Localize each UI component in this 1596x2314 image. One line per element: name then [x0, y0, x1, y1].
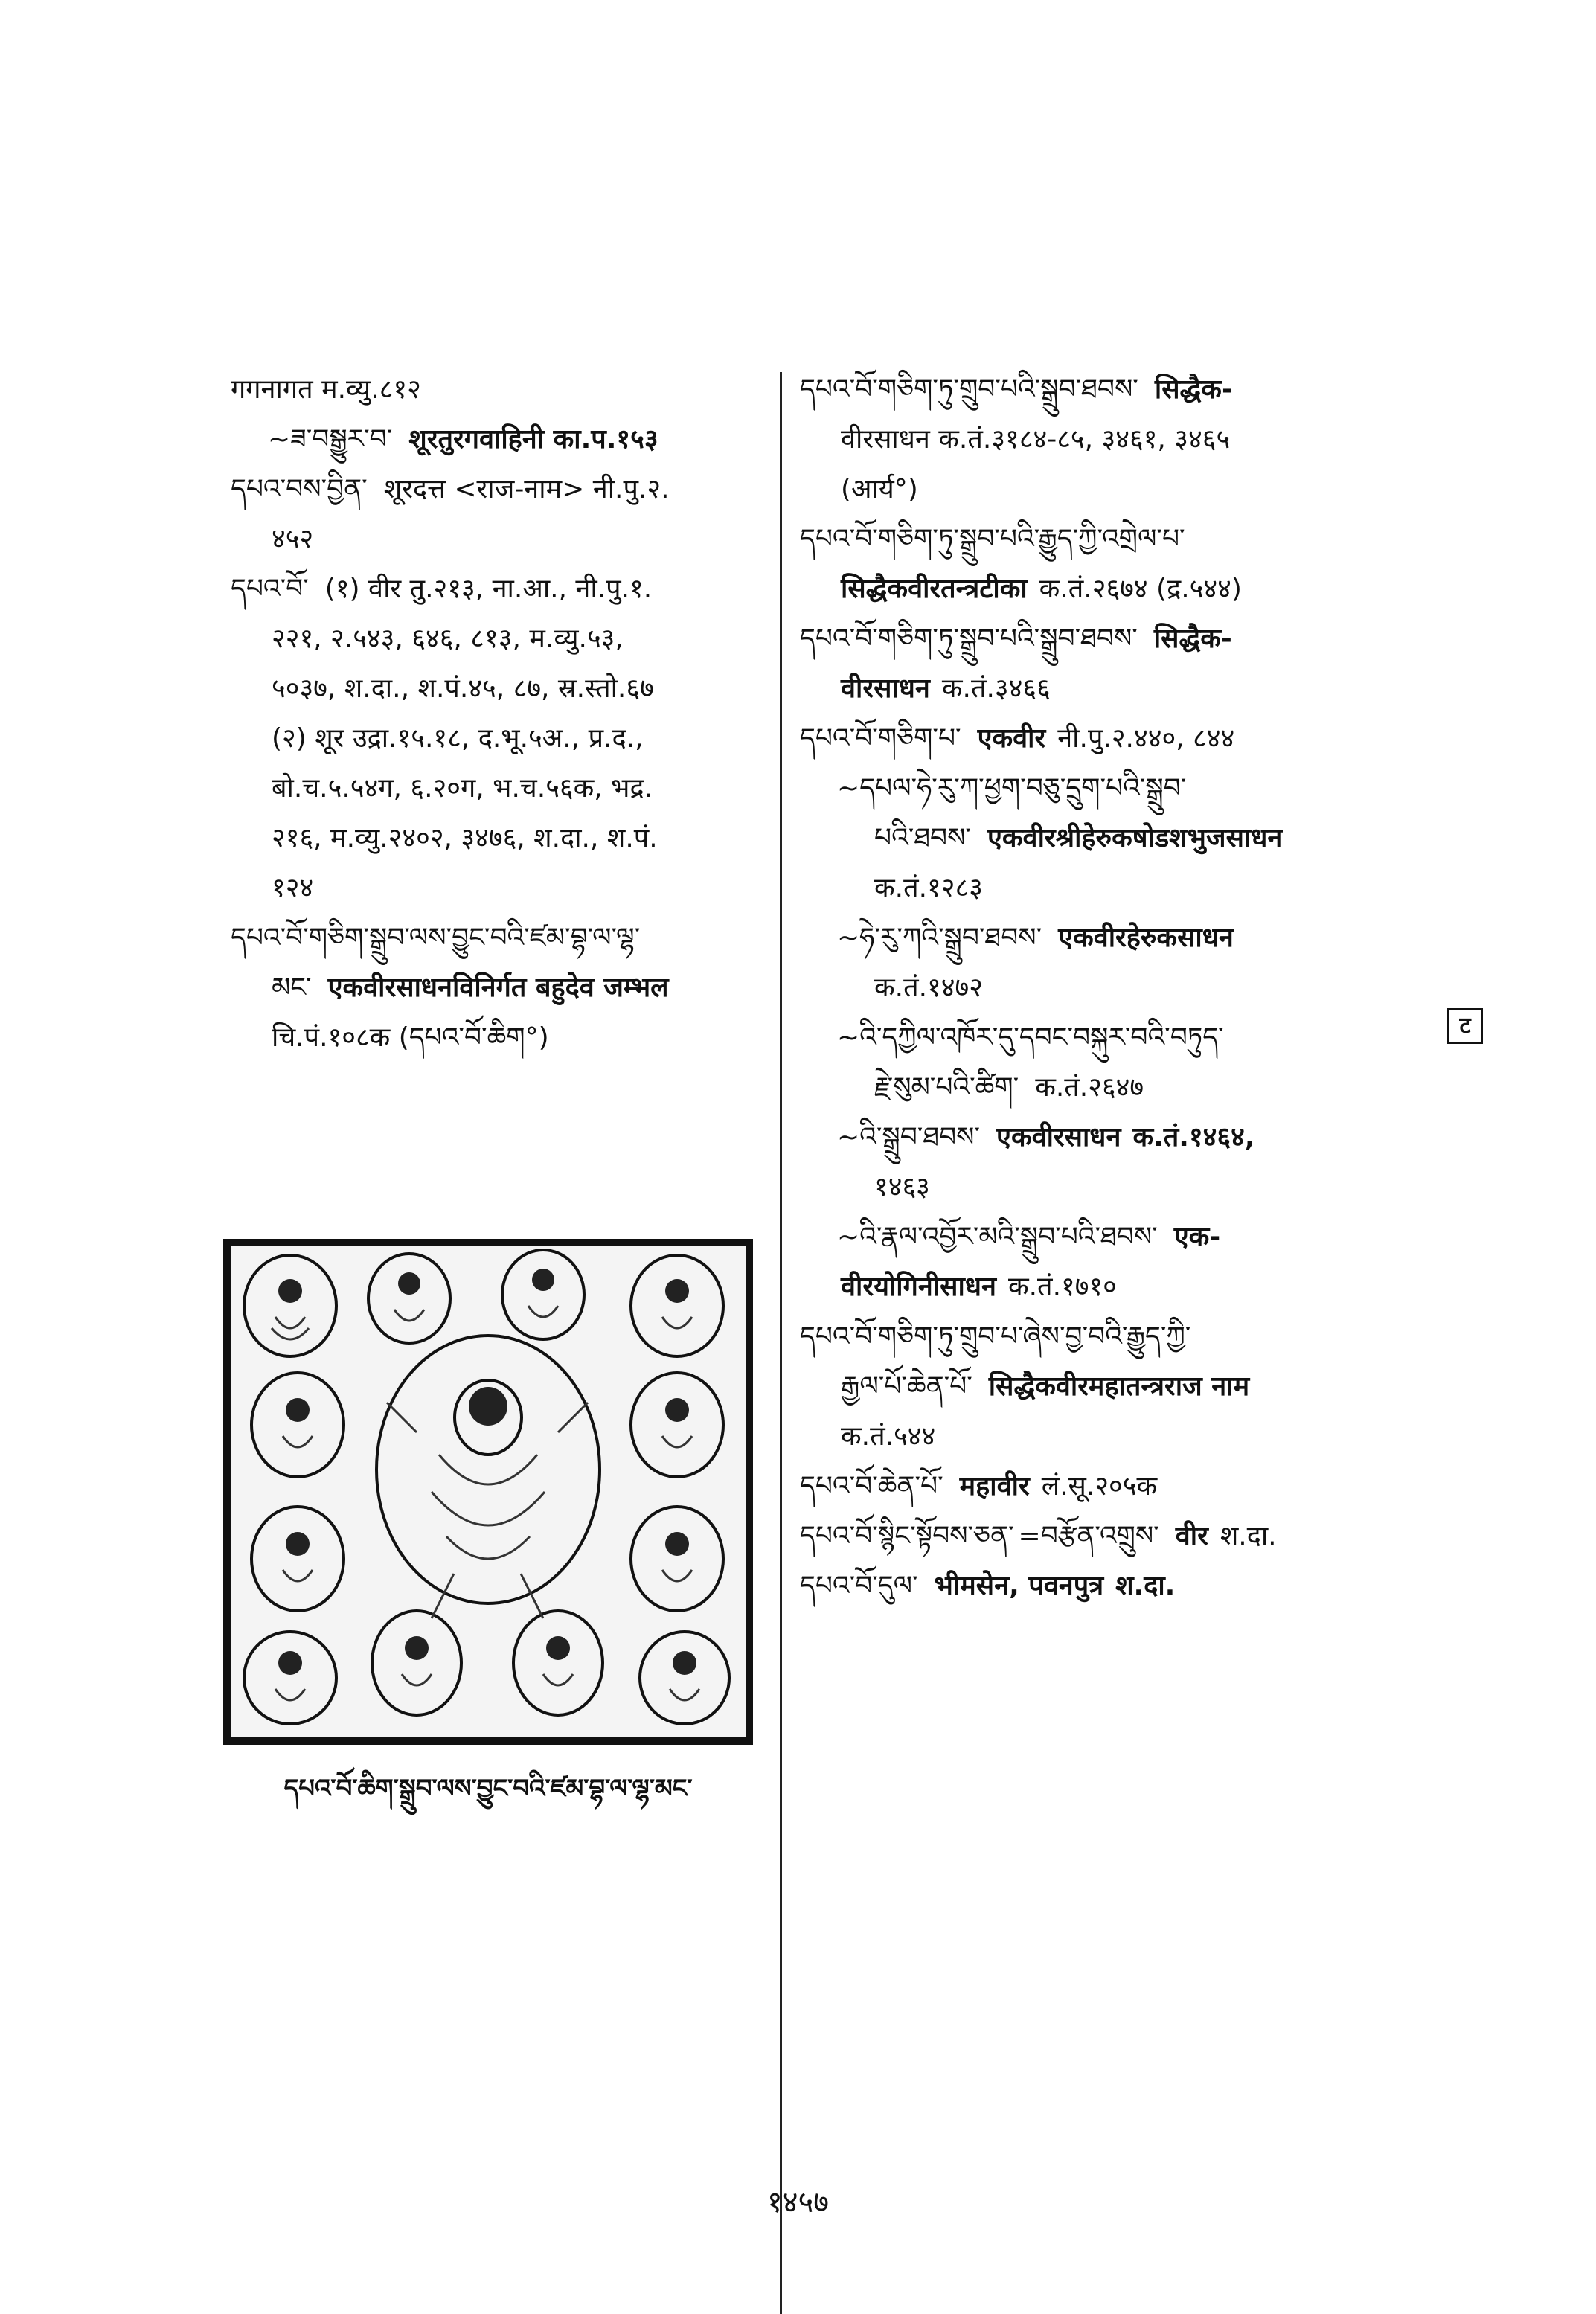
tibetan-headword: ~དཔལ་ཧེ་རུ་ཀ་ཕྱག་བཅུ་དྲུག་པའི་སྒྲུབ་ [837, 773, 1187, 804]
reference-text: क.तं.२६७४ (द्र.५४४) [1039, 574, 1242, 604]
reference-text: क.तं.२६४७ [1035, 1072, 1144, 1103]
entry-continuation [800, 1411, 1395, 1461]
entry-bhimasena [800, 1561, 1395, 1611]
sanskrit-gloss: शूरतुरगवाहिनी का.प.१५३ [408, 424, 658, 455]
sub-entry-mandala-abhisheka [837, 1013, 1395, 1063]
tibetan-headword: ~ཟ་བསྒྱུར་བ་ [268, 424, 393, 455]
reference-text: ४५२ [272, 524, 314, 554]
entry-continuation [231, 763, 766, 813]
sanskrit-gloss: एकवीरसाधनविनिर्गत बहुदेव जम्भल [327, 972, 669, 1003]
entry-continuation [837, 863, 1395, 913]
reference-text: २१६, म.व्यु.२४०२, ३४७६, श.दा., श.पं. [272, 823, 658, 853]
reference-text: २२१, २.५४३, ६४६, ८१३, म.व्यु.५३, [272, 624, 624, 654]
tibetan-headword: ~འི་སྒྲུབ་ཐབས་ [837, 1122, 981, 1153]
entry-text: गगनागत म.व्यु.८१२ [231, 374, 421, 405]
tibetan-headword: དཔའ་བོ་གཅིག་པ་ [800, 723, 961, 754]
sub-entries [800, 763, 1395, 1262]
entry-ekavira-jambhala [231, 913, 766, 963]
entry-continuation [231, 614, 766, 664]
sanskrit-gloss: सिद्धैक- [1154, 374, 1233, 405]
entry-continuation [800, 1362, 1395, 1411]
reference-text: श.दा. [1220, 1521, 1277, 1551]
reference-text: वीरसाधन क.तं.३१८४-८५, ३४६१, ३४६५ [841, 424, 1231, 455]
tibetan-headword: དཔའ་བོ་གཅིག་ཏུ་གྲུབ་པའི་སྒྲུབ་ཐབས་ [800, 374, 1138, 405]
sanskrit-gloss: सिद्धैक- [1153, 624, 1232, 654]
reference-text: बो.च.५.५४ग, ६.२०ग, भ.च.५६क, भद्र. [272, 773, 653, 804]
entry-shuraturaga [231, 414, 766, 464]
reference-text: क.तं.१४६४, [1132, 1122, 1255, 1153]
entry-siddhaikavira-mahatantraraja [800, 1312, 1395, 1362]
entry-continuation [837, 1162, 1395, 1212]
sanskrit-gloss: एक- [1173, 1222, 1221, 1252]
tibetan-headword: དཔའ་བོ་ [231, 574, 309, 604]
sanskrit-gloss: वीर [1175, 1521, 1208, 1551]
sanskrit-gloss: सिद्धैकवीरमहातन्त्रराज नाम [988, 1371, 1250, 1402]
entry-gaganagata [231, 365, 766, 414]
entry-continuation [231, 664, 766, 714]
tibetan-headword: དཔའ་བོ་དུལ་ [800, 1571, 918, 1601]
jambhala-mandala-image [231, 1246, 746, 1737]
reference-text: १२४ [272, 873, 314, 903]
section-margin-marker: ट [1447, 1008, 1483, 1044]
sanskrit-gloss: एकवीरश्रीहेरुकषोडशभुजसाधन [987, 823, 1283, 853]
entry-continuation [800, 464, 1395, 514]
page-number: १४५७ [766, 2185, 830, 2220]
sanskrit-gloss: महावीर [959, 1471, 1030, 1501]
sub-entry-ekavira-sadhana [837, 1112, 1395, 1162]
sub-entry-heruka-shodashabhuja [837, 763, 1395, 813]
entry-continuation [231, 813, 766, 863]
reference-text: क.तं.१२८३ [874, 873, 983, 903]
entry-ekavira [800, 714, 1395, 763]
reference-text: ५०३७, श.दा., श.पं.४५, ८७, स्र.स्तो.६७ [272, 673, 654, 704]
sanskrit-gloss: वीरसाधन [841, 673, 930, 704]
reference-text: (आर्य°) [841, 474, 918, 504]
entry-continuation [837, 963, 1395, 1013]
entry-continuation [231, 963, 766, 1013]
tibetan-headword: དཔའ་བོ་ཆེན་པོ་ [800, 1471, 943, 1501]
reference-text: लं.सू.२०५क [1041, 1471, 1158, 1501]
tibetan-headword: རྗེ་སུམ་པའི་ཚིག་ [874, 1072, 1019, 1103]
reference-text: नी.पु.२.४४०, ८४४ [1057, 723, 1235, 754]
entry-continuation [231, 1013, 766, 1063]
tibetan-headword: ~ཧེ་རུ་ཀའི་སྒྲུབ་ཐབས་ [837, 923, 1042, 953]
entry-siddhaikavira-tantratika [800, 514, 1395, 564]
sanskrit-gloss: सिद्धैकवीरतन्त्रटीका [841, 574, 1028, 604]
reference-text: क.तं.१४७२ [874, 972, 983, 1003]
reference-text: क.तं.५४४ [841, 1421, 936, 1452]
tibetan-headword: པའི་ཐབས་ [874, 823, 971, 853]
sense-2: (२) शूर उद्रा.१५.१८, द.भू.५अ., प्र.द., [272, 723, 644, 754]
entry-shuradatta [231, 464, 766, 514]
tibetan-headword: དཔའ་བོ་གཅིག་ཏུ་སྒྲུབ་པའི་སྒྲུབ་ཐབས་ [800, 624, 1138, 654]
reference-text: श.दा. [1115, 1571, 1176, 1601]
sanskrit-gloss: एकवीर [977, 723, 1046, 754]
entry-dpa-bo [231, 564, 766, 614]
sanskrit-gloss: वीरयोगिनीसाधन [841, 1272, 996, 1302]
sense-1: (१) वीर तु.२१३, ना.आ., नी.पु.१. [324, 574, 653, 604]
sanskrit-gloss: एकवीरहेरुकसाधन [1058, 923, 1234, 953]
sanskrit-gloss: शूरदत्त <राज-नाम> नी.पु.२. [383, 474, 670, 504]
sub-entry-heruka-sadhana [837, 913, 1395, 963]
left-column [231, 365, 766, 1063]
entry-continuation [231, 714, 766, 763]
right-column [800, 365, 1395, 1611]
tibetan-headword: ~འི་དཀྱིལ་འཁོར་དུ་དབང་བསྐུར་བའི་བཏུད་ [837, 1022, 1224, 1053]
tibetan-headword: མང་ [272, 972, 312, 1003]
entry-continuation [800, 414, 1395, 464]
tibetan-headword: རྒྱལ་པོ་ཆེན་པོ་ [841, 1371, 972, 1402]
tibetan-headword: དཔའ་བོ་གཅིག་སྒྲུབ་ལས་བྱུང་བའི་ཛམ་བྷ་ལ་ལྷ་ [231, 923, 641, 953]
sub-entry-yogini-sadhana [837, 1212, 1395, 1262]
entry-continuation [231, 514, 766, 564]
entry-continuation [837, 1063, 1395, 1112]
tibetan-headword: ~འི་རྣལ་འབྱོར་མའི་སྒྲུབ་པའི་ཐབས་ [837, 1222, 1158, 1252]
tibetan-headword: དཔའ་བོ་གཅིག་ཏུ་སྒྲུབ་པའི་རྒྱུད་ཀྱི་འགྲེལ་པ་ [800, 524, 1185, 554]
entry-continuation [800, 664, 1395, 714]
tibetan-headword: དཔའ་བོ་གཅིག་ཏུ་གྲུབ་པ་ཞེས་བྱ་བའི་རྒྱུད་ཀྱི་ [800, 1321, 1191, 1352]
reference-text: १४६३ [874, 1172, 930, 1202]
sanskrit-gloss: एकवीरसाधन [996, 1122, 1121, 1153]
tibetan-synonym: =བརྩོན་འགྲུས་ [1018, 1521, 1159, 1551]
tibetan-headword: དཔའ་བས་བྱིན་ [231, 474, 368, 504]
entry-siddhaikavira-sadhana-2 [800, 614, 1395, 664]
entry-continuation [231, 863, 766, 913]
illustration-caption: དཔའ་བོ་ཆིག་སྒྲུབ་ལས་བྱུང་བའི་ཛམ་བྷ་ལ་ལྷ་མང་ [283, 1774, 693, 1804]
entry-continuation [837, 813, 1395, 863]
reference-text: चि.पं.१०८क (དཔའ་བོ་ཆིག°) [272, 1022, 549, 1053]
entry-mahavira [800, 1461, 1395, 1511]
deity-illustration [223, 1239, 753, 1745]
entry-siddhaikavira-sadhana [800, 365, 1395, 414]
sanskrit-gloss: भीमसेन, पवनपुत्र [934, 1571, 1104, 1601]
entry-continuation [800, 564, 1395, 614]
tibetan-headword: དཔའ་བོ་སྙིང་སྟོབས་ཅན་ [800, 1521, 1014, 1551]
entry-continuation [800, 1262, 1395, 1312]
column-divider [780, 372, 782, 2314]
entry-vira-virya [800, 1511, 1395, 1561]
reference-text: क.तं.१७१० [1007, 1272, 1117, 1302]
reference-text: क.तं.३४६६ [941, 673, 1051, 704]
